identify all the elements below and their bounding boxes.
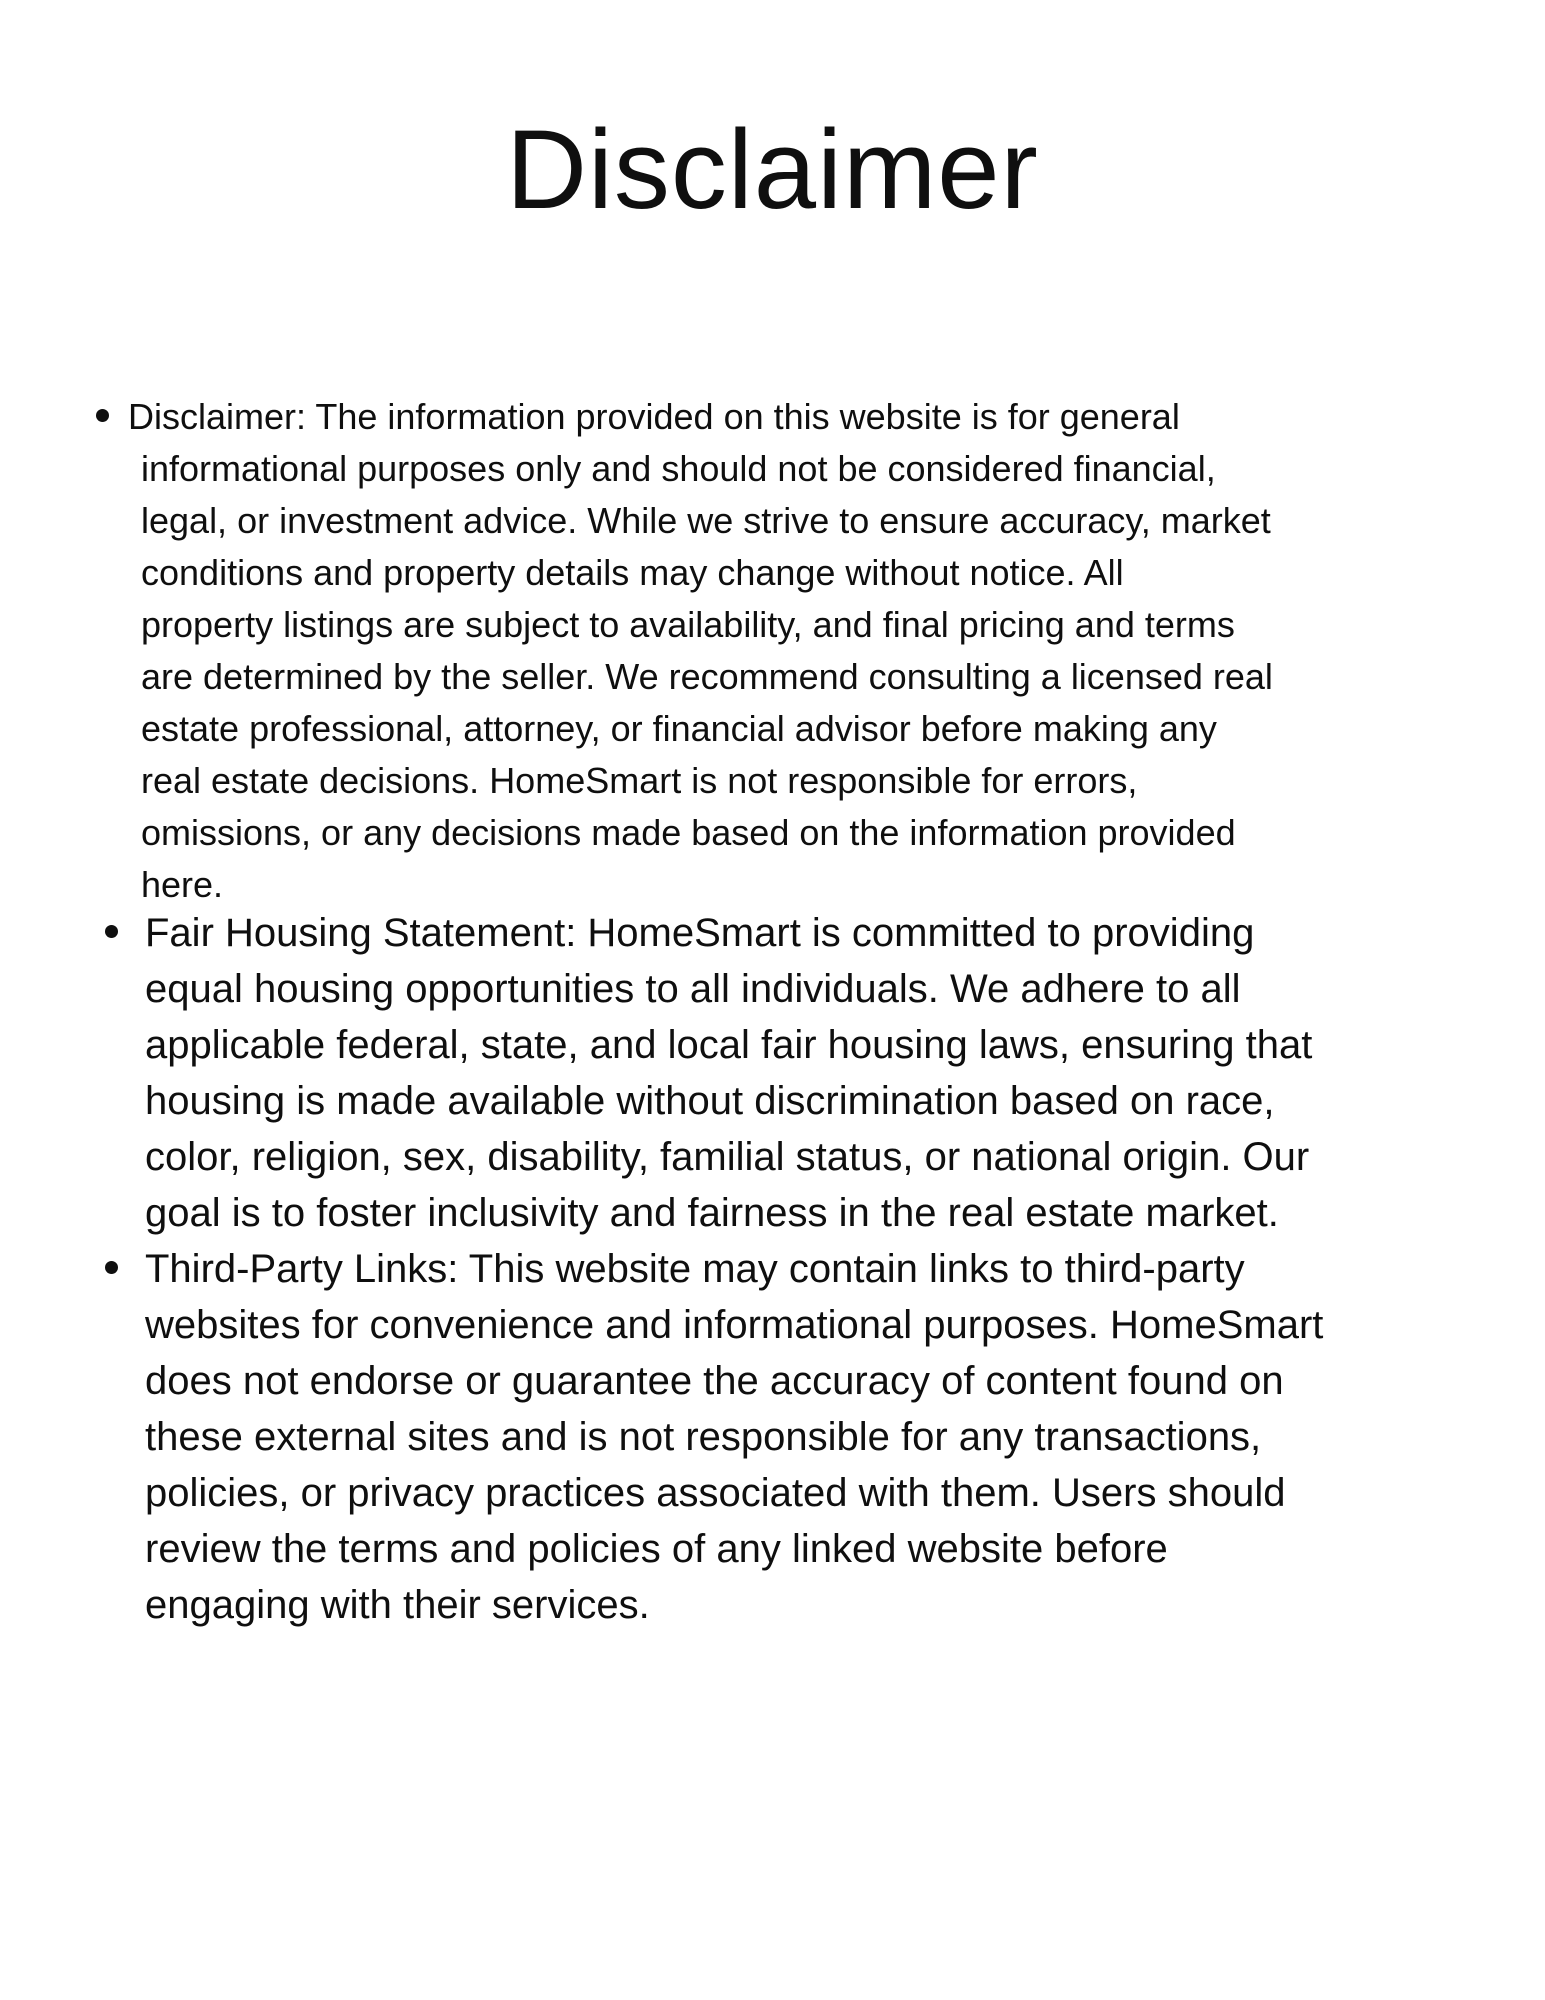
text-line: informational purposes only and should not be considered financial, — [141, 448, 1216, 489]
text-line: legal, or investment advice. While we strive to ensure accuracy, market — [141, 500, 1271, 541]
bullet-icon — [105, 1261, 118, 1274]
text-line: conditions and property details may change without notice. All — [141, 552, 1124, 593]
bullet-icon — [105, 925, 118, 938]
text-line: omissions, or any decisions made based on the information provided — [141, 812, 1236, 853]
text-line: policies, or privacy practices associated with them. Users should — [145, 1471, 1286, 1515]
text-line: color, religion, sex, disability, familial status, or national origin. Our — [145, 1135, 1310, 1179]
text-line: Fair Housing Statement: HomeSmart is committed to providing — [145, 911, 1255, 955]
text-line: applicable federal, state, and local fair housing laws, ensuring that — [145, 1023, 1313, 1067]
text-line: Third-Party Links: This website may contain links to third-party — [145, 1247, 1245, 1291]
text-line: equal housing opportunities to all individuals. We adhere to all — [145, 967, 1241, 1011]
text-line: property listings are subject to availability, and final pricing and terms — [141, 604, 1235, 645]
text-line: Disclaimer: The information provided on this website is for general — [128, 396, 1180, 437]
text-line: goal is to foster inclusivity and fairness in the real estate market. — [145, 1191, 1279, 1235]
text-line: does not endorse or guarantee the accuracy of content found on — [145, 1359, 1284, 1403]
page-title: Disclaimer — [506, 107, 1039, 232]
text-line: real estate decisions. HomeSmart is not responsible for errors, — [141, 760, 1138, 801]
text-line: housing is made available without discrimination based on race, — [145, 1079, 1275, 1123]
text-line: engaging with their services. — [145, 1583, 650, 1627]
text-line: estate professional, attorney, or financial advisor before making any — [141, 708, 1217, 749]
text-line: these external sites and is not responsible for any transactions, — [145, 1415, 1262, 1459]
bullet-icon — [96, 409, 109, 422]
text-line: websites for convenience and informational purposes. HomeSmart — [145, 1303, 1324, 1347]
text-line: review the terms and policies of any linked website before — [145, 1527, 1168, 1571]
text-line: here. — [141, 864, 224, 905]
text-line: are determined by the seller. We recommend consulting a licensed real — [141, 656, 1273, 697]
